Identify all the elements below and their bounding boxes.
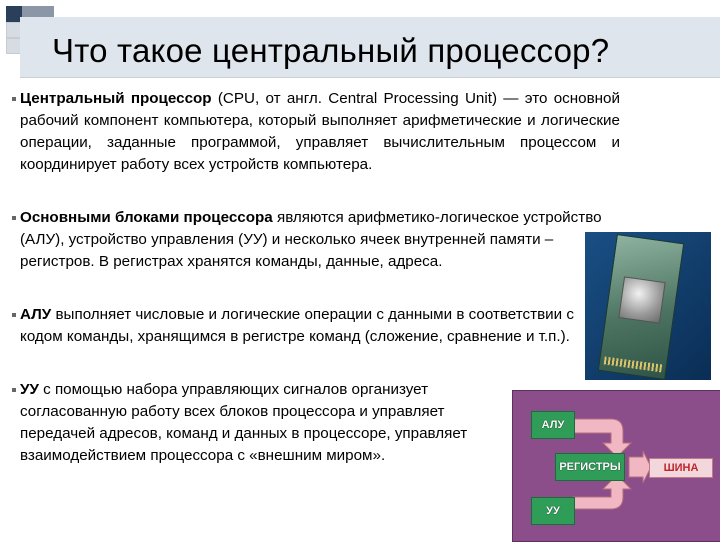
cpu-block-diagram: [512, 390, 720, 542]
text-cpu-blocks: являются арифметико-логическое устройство (АЛУ), устройство управления (УУ) и несколько ячеек внутренней памяти – регистров. В регистрах хранятся команды, данные, адреса.: [20, 209, 602, 270]
slide-title: Что такое центральный процессор?: [52, 32, 610, 69]
text-cpu-definition: (CPU, от англ. Central Processing Unit) — это основной рабочий компонент компьютера, который выполняет арифметические и логические операции, заданные программой, управляет вычислительным процессом и координирует работу всех устройств компьютера.: [20, 90, 620, 173]
bullet-marker: [12, 388, 16, 392]
bullet-marker: [12, 216, 16, 220]
block-uu: УУ: [531, 497, 575, 525]
block-alu: АЛУ: [531, 411, 575, 439]
paragraph-cpu-definition: [20, 88, 620, 176]
term-alu: АЛУ: [20, 306, 52, 323]
term-cpu-blocks: Основными блоками процессора: [20, 209, 273, 226]
text-alu: выполняет числовые и логические операции с данными в соответствии с кодом команды, хранящимся в регистре команд (сложение, сравнение и т.п.).: [20, 306, 574, 345]
arrow-registers-to-bus: [629, 451, 651, 483]
paragraph-alu: [20, 304, 580, 348]
contact-pins: [604, 356, 663, 372]
bullet-marker: [12, 313, 16, 317]
cpu-module-image: [585, 232, 711, 380]
block-registers: РЕГИСТРЫ: [555, 453, 625, 481]
paragraph-uu: [20, 379, 510, 467]
circuit-board: [598, 234, 685, 380]
arrow-alu-to-registers: [573, 419, 631, 457]
text-uu: с помощью набора управляющих сигналов организует согласованную работу всех блоков процессора и управляет передачей адресов, команд и данных в процессоре, управляет взаимодействием процессора с «внешним миром».: [20, 381, 468, 464]
block-bus: ШИНА: [649, 458, 713, 478]
term-uu: УУ: [20, 381, 39, 398]
paragraph-cpu-blocks: [20, 207, 620, 273]
bullet-marker: [12, 97, 16, 101]
term-cpu: Центральный процессор: [20, 90, 212, 107]
processor-chip: [618, 276, 665, 323]
